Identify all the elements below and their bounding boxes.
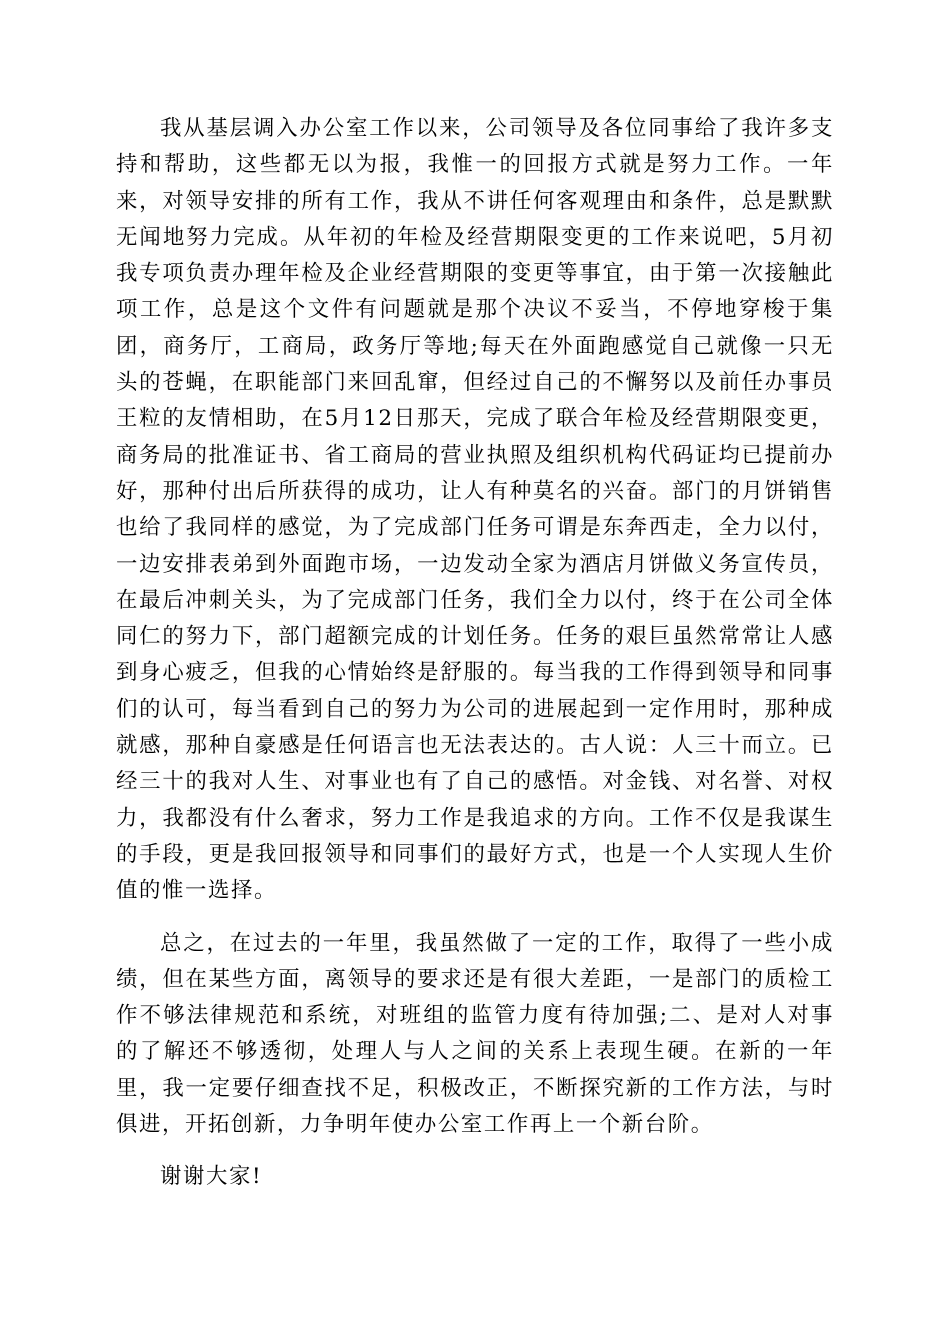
body-paragraph: 我从基层调入办公室工作以来，公司领导及各位同事给了我许多支持和帮助，这些都无以为报，我惟一的回报方式就是努力工作。一年来，对领导安排的所有工作，我从不讲任何客观理由和条件，总是默默无闻地努力完成。从年初的年检及经营期限变更的工作来说吧，5月初我专项负责办理年检及企业经营期限的变更等事宜，由于第一次接触此项工作，总是这个文件有问题就是那个决议不妥当，不停地穿梭于集团，商务厅，工商局，政务厅等地;每天在外面跑感觉自己就像一只无头的苍蝇，在职能部门来回乱窜，但经过自己的不懈努以及前任办事员王粒的友情相助，在5月12日那天，完成了联合年检及经营期限变更，商务局的批准证书、省工商局的营业执照及组织机构代码证均已提前办好，那种付出后所获得的成功，让人有种莫名的兴奋。部门的月饼销售也给了我同样的感觉，为了完成部门任务可谓是东奔西走，全力以付，一边安排表弟到外面跑市场，一边发动全家为酒店月饼做义务宣传员，在最后冲刺关头，为了完成部门任务，我们全力以付，终于在公司全体同仁的努力下，部门超额完成的计划任务。任务的艰巨虽然常常让人感到身心疲乏，但我的心情始终是舒服的。每当我的工作得到领导和同事们的认可，每当看到自己的努力为公司的进展起到一定作用时，那种成就感，那种自豪感是任何语言也无法表达的。古人说：人三十而立。已经三十的我对人生、对事业也有了自己的感悟。对金钱、对名誉、对权力，我都没有什么奢求，努力工作是我追求的方向。工作不仅是我谋生的手段，更是我回报领导和同事们的最好方式，也是一个人实现人生价值的惟一选择。 <box>116 116 834 904</box>
body-paragraph: 总之，在过去的一年里，我虽然做了一定的工作，取得了一些小成绩，但在某些方面，离领导的要求还是有很大差距，一是部门的质检工作不够法律规范和系统，对班组的监管力度有待加强;二、是对人对事的了解还不够透彻，处理人与人之间的关系上表现生硬。在新的一年里，我一定要仔细查找不足，积极改正，不断探究新的工作方法，与时俱进，开拓创新，力争明年使办公室工作再上一个新台阶。 <box>116 930 834 1138</box>
closing-paragraph: 谢谢大家! <box>160 1164 263 1190</box>
document-body <box>116 111 834 1196</box>
